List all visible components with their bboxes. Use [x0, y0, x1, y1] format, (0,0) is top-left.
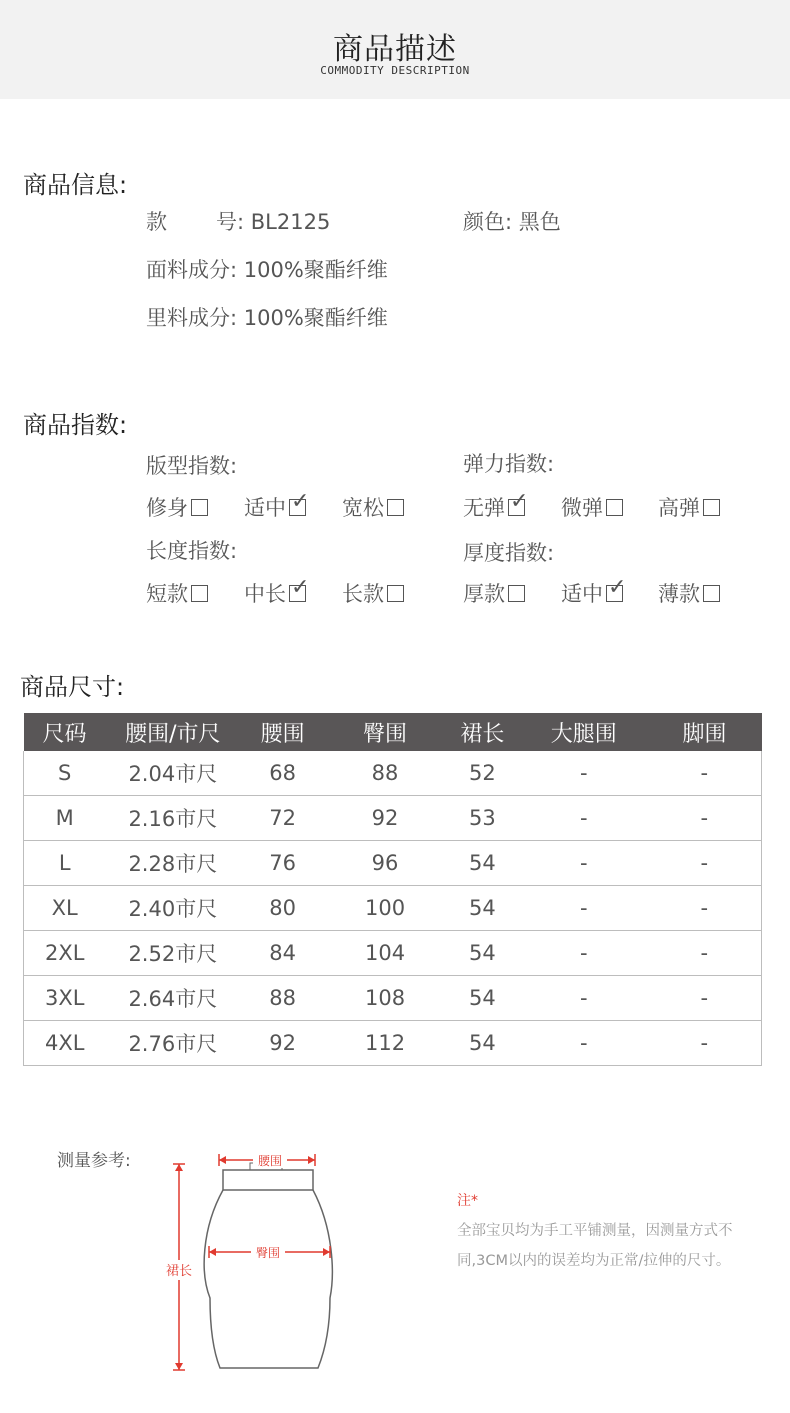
table-row	[24, 841, 762, 886]
length-label: 长度指数:	[146, 539, 238, 563]
table-cell: 84	[240, 931, 325, 976]
column-header: 臀围	[325, 713, 445, 751]
elastic-label: 弹力指数:	[463, 452, 555, 476]
fit-option: 宽松	[342, 492, 404, 522]
checked-checkbox	[289, 575, 310, 602]
table-cell: 2.04市尺	[105, 751, 240, 796]
table-cell: -	[520, 841, 648, 886]
index-heading: 商品指数:	[23, 411, 128, 439]
column-header: 大腿围	[520, 713, 648, 751]
elastic-option-selected: 无弹 ✓	[463, 489, 529, 520]
table-cell: S	[24, 751, 106, 796]
note-title: 注*	[457, 1193, 478, 1209]
table-cell: M	[24, 796, 106, 841]
table-row	[24, 796, 762, 841]
checkbox	[508, 585, 525, 602]
table-cell: 108	[325, 976, 445, 1021]
checkbox	[703, 585, 720, 602]
size-heading: 商品尺寸:	[20, 673, 125, 701]
column-header: 腰围/市尺	[105, 713, 240, 751]
table-cell: -	[648, 751, 762, 796]
table-cell: 3XL	[24, 976, 106, 1021]
table-cell: 2.52市尺	[105, 931, 240, 976]
table-cell: 2XL	[24, 931, 106, 976]
table-cell: XL	[24, 886, 106, 931]
waistband-shape	[223, 1170, 313, 1190]
size-table	[23, 713, 762, 1066]
table-cell: 54	[445, 841, 520, 886]
checked-checkbox	[289, 489, 310, 516]
length-diagram-label: 裙长	[165, 1264, 193, 1279]
table-cell: 72	[240, 796, 325, 841]
note-body: 全部宝贝均为手工平铺测量，因测量方式不同,3CM以内的误差均为正常/拉伸的尺寸。	[457, 1223, 733, 1269]
table-cell: -	[520, 1021, 648, 1066]
checkbox	[703, 499, 720, 516]
thickness-label: 厚度指数:	[463, 541, 555, 565]
checkbox	[191, 499, 208, 516]
length-option: 长款	[342, 578, 404, 608]
table-cell: -	[648, 1021, 762, 1066]
table-cell: 88	[240, 976, 325, 1021]
table-cell: 112	[325, 1021, 445, 1066]
table-cell: 100	[325, 886, 445, 931]
thickness-option: 薄款	[658, 578, 720, 608]
table-row	[24, 751, 762, 796]
table-cell: -	[520, 886, 648, 931]
table-header-row	[24, 713, 762, 751]
table-cell: 92	[325, 796, 445, 841]
table-cell: 54	[445, 976, 520, 1021]
table-cell: 4XL	[24, 1021, 106, 1066]
table-row	[24, 886, 762, 931]
column-header: 裙长	[445, 713, 520, 751]
checkbox	[191, 585, 208, 602]
thickness-option-selected: 适中 ✓	[561, 575, 627, 606]
thickness-option: 厚款	[463, 578, 525, 608]
table-row	[24, 931, 762, 976]
table-cell: 52	[445, 751, 520, 796]
style-number: 号: BL2125	[216, 210, 331, 234]
table-cell: L	[24, 841, 106, 886]
checkbox	[387, 499, 404, 516]
waist-diagram-label: 腰围	[257, 1154, 283, 1168]
table-cell: -	[648, 976, 762, 1021]
table-cell: 80	[240, 886, 325, 931]
table-cell: 2.76市尺	[105, 1021, 240, 1066]
fabric-value: 面料成分: 100%聚酯纤维	[146, 258, 388, 282]
table-cell: 104	[325, 931, 445, 976]
table-cell: -	[520, 751, 648, 796]
column-header: 尺码	[24, 713, 106, 751]
fit-label: 版型指数:	[146, 454, 238, 478]
table-cell: -	[648, 841, 762, 886]
table-cell: -	[648, 886, 762, 931]
fit-option-selected: 适中 ✓	[244, 489, 310, 520]
table-cell: 96	[325, 841, 445, 886]
table-cell: 2.16市尺	[105, 796, 240, 841]
column-header: 脚围	[648, 713, 762, 751]
lining-value: 里料成分: 100%聚酯纤维	[146, 306, 388, 330]
checked-checkbox	[606, 575, 627, 602]
info-heading: 商品信息:	[23, 171, 128, 199]
table-cell: 2.64市尺	[105, 976, 240, 1021]
table-cell: -	[648, 931, 762, 976]
table-cell: 54	[445, 931, 520, 976]
style-label: 款	[146, 210, 167, 234]
table-cell: 76	[240, 841, 325, 886]
elastic-option: 微弹	[561, 492, 623, 522]
color-value: 颜色: 黑色	[463, 210, 561, 234]
table-cell: 2.28市尺	[105, 841, 240, 886]
table-row	[24, 976, 762, 1021]
page-title: 商品描述	[333, 32, 457, 67]
table-cell: -	[520, 796, 648, 841]
table-cell: 92	[240, 1021, 325, 1066]
checkbox	[606, 499, 623, 516]
fit-option: 修身	[146, 492, 208, 522]
hip-diagram-label: 臀围	[255, 1246, 281, 1260]
check-icon: ✓	[291, 575, 310, 600]
measure-label: 测量参考:	[57, 1151, 131, 1171]
table-cell: -	[520, 931, 648, 976]
length-option-selected: 中长 ✓	[244, 575, 310, 606]
table-cell: 54	[445, 1021, 520, 1066]
table-cell: 88	[325, 751, 445, 796]
table-cell: 2.40市尺	[105, 886, 240, 931]
check-icon: ✓	[510, 489, 529, 514]
skirt-diagram	[150, 1148, 350, 1378]
page-subtitle: COMMODITY DESCRIPTION	[320, 64, 470, 77]
checked-checkbox	[508, 489, 529, 516]
table-cell: 54	[445, 886, 520, 931]
column-header: 腰围	[240, 713, 325, 751]
elastic-option: 高弹	[658, 492, 720, 522]
check-icon: ✓	[291, 489, 310, 514]
table-cell: -	[648, 796, 762, 841]
length-option: 短款	[146, 578, 208, 608]
skirt-body-shape	[204, 1190, 332, 1368]
check-icon: ✓	[608, 575, 627, 600]
table-cell: 53	[445, 796, 520, 841]
checkbox	[387, 585, 404, 602]
table-cell: 68	[240, 751, 325, 796]
table-row	[24, 1021, 762, 1066]
table-cell: -	[520, 976, 648, 1021]
